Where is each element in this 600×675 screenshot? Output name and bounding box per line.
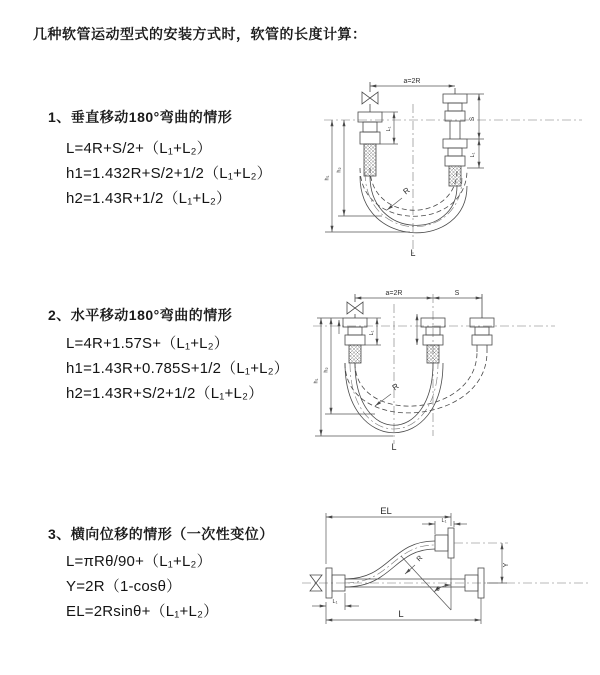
dimension-span [355,290,433,298]
formula-line: L=πRθ/90+（L₁+L₂） [66,553,212,570]
right-pipe-fitting-lower [443,139,467,186]
diagram-horizontal-180-bend [305,286,600,454]
right-pipe-fitting [470,294,494,352]
section-2-heading: 2、水平移动180°弯曲的情形 [48,307,233,323]
dimension-el [326,506,451,564]
dimension-l1-right [467,139,484,168]
section-1-heading: 1、垂直移动180°弯曲的情形 [48,109,233,125]
dim-label-theta: θ [436,587,440,593]
s-curve-pipe-upper [345,541,435,587]
middle-pipe-fitting [417,314,445,363]
dim-label-y: Y [503,562,510,568]
formula-line: h2=1.43R+S/2+1/2（L₁+L₂） [66,385,264,402]
dimension-stroke-s [433,290,482,298]
diagram-vertical-180-bend [310,74,595,259]
dimension-l1-bottom [312,593,359,610]
dim-label-l1: L₁ [470,152,476,158]
dim-label-l1: L₁ [441,518,447,524]
diagram-lateral-displacement [298,498,598,643]
section-1-formulas [66,136,272,211]
dim-label-r: R [415,554,425,564]
section-2-formulas [66,331,289,406]
right-pipe-fitting-upper [443,88,467,139]
dim-label-h2: h₂ [323,367,330,373]
dim-label-s: S [454,290,460,297]
left-pipe-fitting [358,112,382,176]
dimension-h2 [324,318,376,414]
dim-label-l1: L₁ [386,126,392,132]
dim-label-el: EL [380,506,392,517]
right-flange-upper [435,528,454,558]
section-3-formulas [66,549,218,624]
dimension-h1 [314,318,394,436]
hose-u-curves [345,352,487,433]
section-3-heading: 3、横向位移的情形（一次性变位） [48,526,274,542]
formula-line: h1=1.432R+S/2+1/2（L₁+L₂） [66,165,272,182]
radius-leader [375,381,401,406]
dim-label-h1: h₁ [313,378,320,384]
dim-label-h1: h₁ [324,175,331,181]
left-pipe-fitting [339,318,367,363]
formula-line: Y=2R（1-cosθ） [66,578,182,595]
formula-line: EL=2Rsinθ+（L₁+L₂） [66,603,219,620]
dimension-l1-top [422,518,467,534]
dimension-l [326,598,481,624]
centerlines [313,294,555,444]
formula-line: L=4R+S/2+（L₁+L₂） [66,140,212,157]
radius-leader [387,186,412,210]
dim-label-r: R [401,185,412,197]
valve-icon [362,82,378,112]
dimension-l1-left [380,112,398,144]
dimension-span [370,78,455,86]
formula-line: L=4R+1.57S+（L₁+L₂） [66,335,229,352]
dim-label-span: a=2R [403,78,421,85]
dim-label-h2: h₂ [336,167,343,173]
valve-icon [347,294,363,318]
dim-label-l: L [398,609,404,620]
dimension-stroke-s [467,94,484,139]
dim-label-l1: L₁ [332,599,338,605]
formula-line: h1=1.43R+0.785S+1/2（L₁+L₂） [66,360,289,377]
dim-label-span: a=2R [385,290,403,297]
dim-label-l: L [410,248,416,258]
formula-line: h2=1.43R+1/2（L₁+L₂） [66,190,232,207]
dim-label-l1: L₁ [369,330,375,336]
dim-label-l: L [391,442,397,452]
dim-label-r: R [390,381,401,393]
page-title: 几种软管运动型式的安装方式时，软管的长度计算： [33,26,367,42]
dimension-y [487,543,510,583]
dim-label-s: S [469,116,476,122]
